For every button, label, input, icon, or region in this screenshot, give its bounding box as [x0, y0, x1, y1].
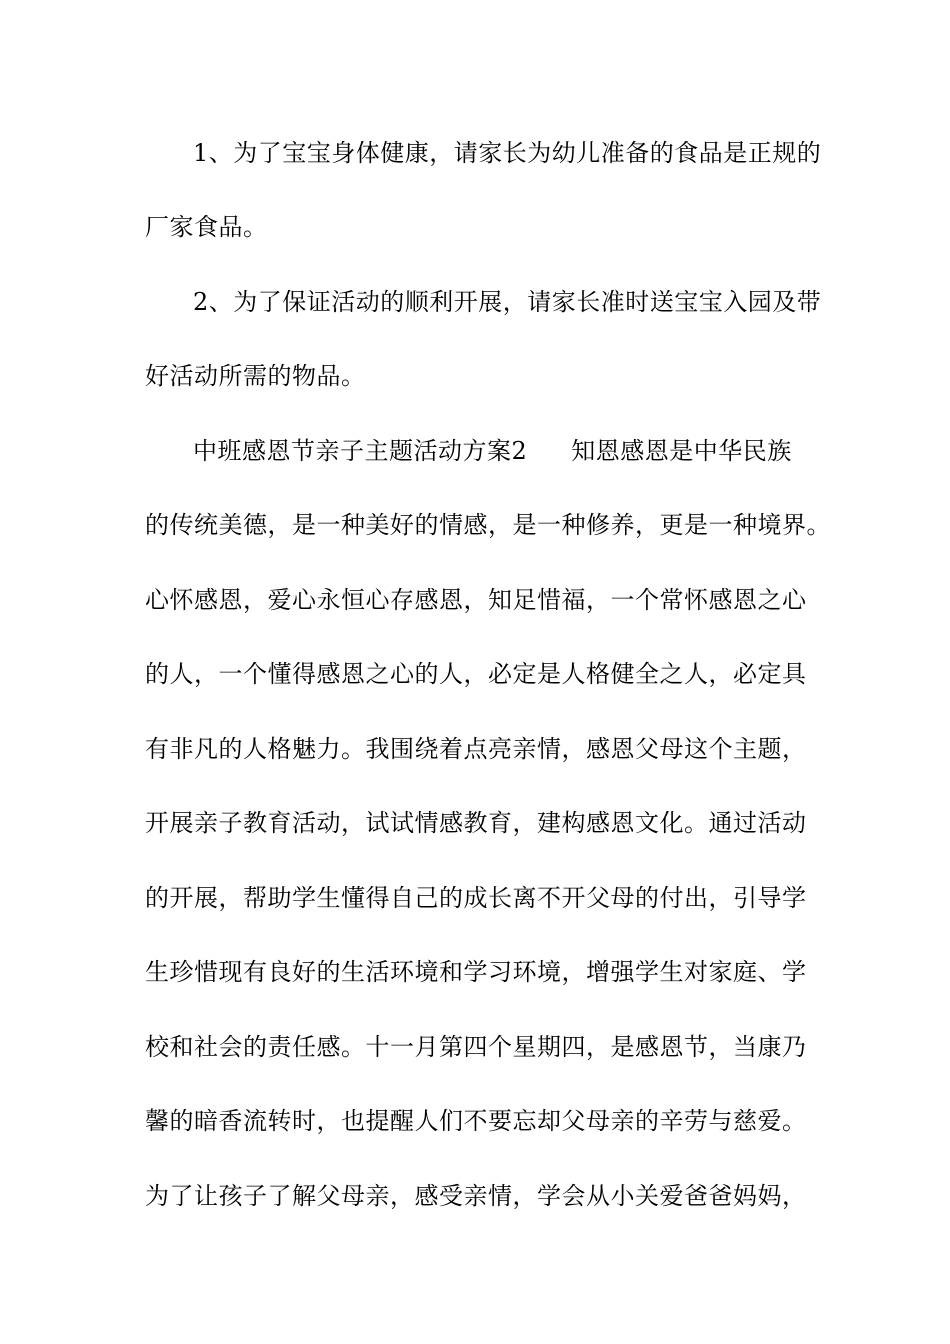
paragraph-3-lead: 知恩感恩是中华民族	[571, 437, 792, 465]
paragraph-3-line-7: 的开展，帮助学生懂得自己的成长离不开父母的付出，引导学	[145, 884, 807, 912]
paragraph-2-line-2: 好活动所需的物品。	[145, 362, 366, 390]
paragraph-3-line-10: 馨的暗香流转时，也提醒人们不要忘却父母亲的辛劳与慈爱。	[145, 1107, 807, 1135]
paragraph-1-line-2: 厂家食品。	[145, 213, 268, 241]
paragraph-3-line-11: 为了让孩子了解父母亲，感受亲情，学会从小关爱爸爸妈妈，	[145, 1182, 807, 1210]
section-title: 中班感恩节亲子主题活动方案2	[193, 437, 528, 465]
paragraph-3-line-5: 有非凡的人格魅力。我围绕着点亮亲情，感恩父母这个主题，	[145, 735, 807, 763]
paragraph-3-line-6: 开展亲子教育活动，试试情感教育，建构感恩文化。通过活动	[145, 809, 807, 837]
paragraph-1-line-1: 1、为了宝宝身体健康，请家长为幼儿准备的食品是正规的	[193, 139, 822, 167]
paragraph-3-line-9: 校和社会的责任感。十一月第四个星期四，是感恩节，当康乃	[145, 1033, 807, 1061]
paragraph-3-line-3: 心怀感恩，爱心永恒心存感恩，知足惜福，一个常怀感恩之心	[145, 586, 807, 614]
paragraph-3-line-2: 的传统美德，是一种美好的情感，是一种修养，更是一种境界。	[145, 511, 831, 539]
paragraph-3-line-4: 的人，一个懂得感恩之心的人，必定是人格健全之人，必定具	[145, 660, 807, 688]
paragraph-2-line-1: 2、为了保证活动的顺利开展，请家长准时送宝宝入园及带	[193, 288, 822, 316]
paragraph-3-line-8: 生珍惜现有良好的生活环境和学习环境，增强学生对家庭、学	[145, 958, 807, 986]
paragraph-3-line-1	[193, 436, 792, 466]
